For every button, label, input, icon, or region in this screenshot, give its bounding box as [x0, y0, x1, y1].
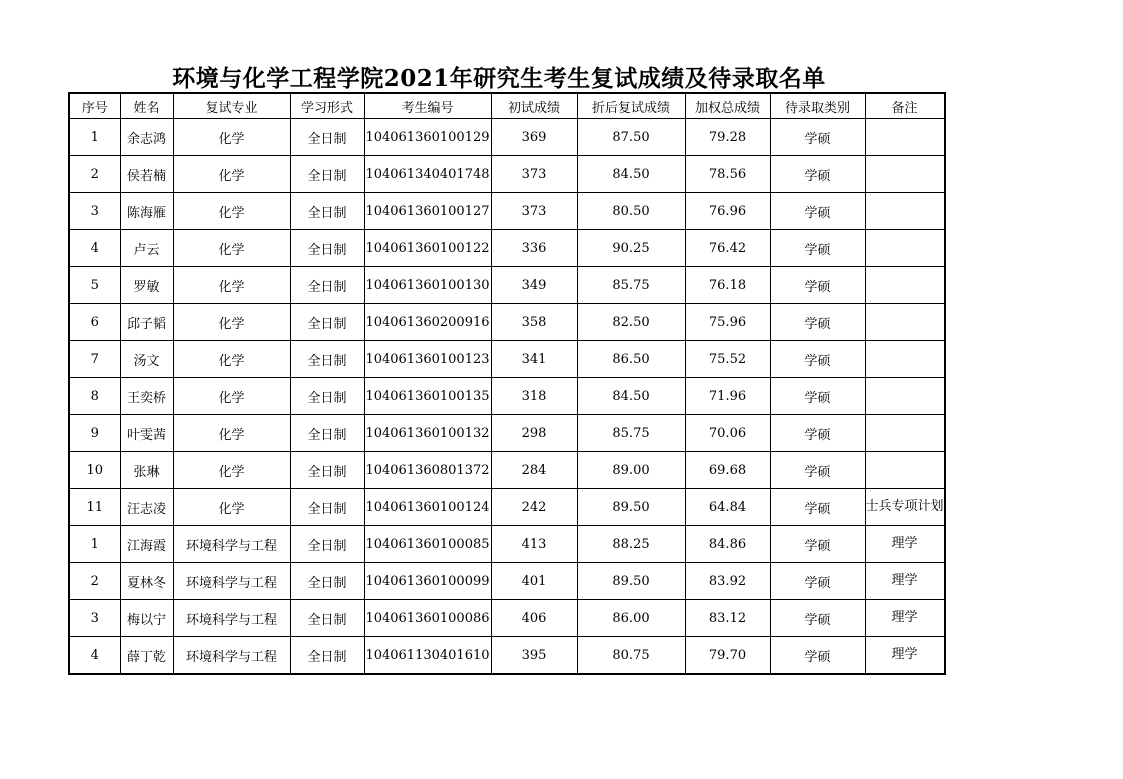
cell-candidate-id: 104061360200916 [364, 304, 491, 341]
cell-candidate-id: 104061360100099 [364, 563, 491, 600]
cell-name: 夏林冬 [120, 563, 173, 600]
cell-retest-score: 84.50 [577, 156, 685, 193]
cell-seq: 6 [69, 304, 120, 341]
cell-retest-score: 89.50 [577, 489, 685, 526]
table-row [69, 526, 945, 563]
cell-major: 化学 [173, 267, 290, 304]
cell-category: 学硕 [770, 489, 865, 526]
cell-category: 学硕 [770, 378, 865, 415]
cell-mode: 全日制 [290, 341, 364, 378]
cell-major: 化学 [173, 230, 290, 267]
cell-initial-score: 349 [491, 267, 577, 304]
header-initial-score: 初试成绩 [491, 93, 577, 119]
cell-note [865, 341, 945, 378]
cell-total-score: 71.96 [685, 378, 770, 415]
table-row [69, 563, 945, 600]
cell-seq: 2 [69, 156, 120, 193]
cell-category: 学硕 [770, 526, 865, 563]
table-row [69, 304, 945, 341]
cell-category: 学硕 [770, 193, 865, 230]
cell-seq: 2 [69, 563, 120, 600]
cell-category: 学硕 [770, 637, 865, 675]
cell-candidate-id: 104061360100129 [364, 119, 491, 156]
cell-mode: 全日制 [290, 193, 364, 230]
cell-name: 张琳 [120, 452, 173, 489]
cell-major: 化学 [173, 156, 290, 193]
cell-note: 理学 [865, 526, 945, 563]
cell-mode: 全日制 [290, 489, 364, 526]
cell-retest-score: 80.50 [577, 193, 685, 230]
cell-initial-score: 395 [491, 637, 577, 675]
cell-total-score: 76.42 [685, 230, 770, 267]
cell-category: 学硕 [770, 452, 865, 489]
cell-category: 学硕 [770, 563, 865, 600]
cell-mode: 全日制 [290, 600, 364, 637]
cell-candidate-id: 104061360100135 [364, 378, 491, 415]
table-row [69, 637, 945, 675]
cell-initial-score: 401 [491, 563, 577, 600]
cell-category: 学硕 [770, 230, 865, 267]
cell-retest-score: 84.50 [577, 378, 685, 415]
table-row [69, 119, 945, 156]
cell-category: 学硕 [770, 267, 865, 304]
cell-major: 化学 [173, 341, 290, 378]
cell-seq: 7 [69, 341, 120, 378]
cell-name: 薛丁乾 [120, 637, 173, 675]
cell-major: 环境科学与工程 [173, 600, 290, 637]
header-mode: 学习形式 [290, 93, 364, 119]
cell-category: 学硕 [770, 415, 865, 452]
cell-note [865, 267, 945, 304]
header-major: 复试专业 [173, 93, 290, 119]
cell-retest-score: 82.50 [577, 304, 685, 341]
cell-seq: 11 [69, 489, 120, 526]
cell-total-score: 83.92 [685, 563, 770, 600]
cell-note [865, 119, 945, 156]
cell-mode: 全日制 [290, 415, 364, 452]
table-row [69, 267, 945, 304]
cell-note: 士兵专项计划 [865, 489, 945, 526]
cell-note [865, 156, 945, 193]
cell-total-score: 75.52 [685, 341, 770, 378]
cell-candidate-id: 104061360801372 [364, 452, 491, 489]
cell-retest-score: 85.75 [577, 415, 685, 452]
cell-total-score: 79.28 [685, 119, 770, 156]
cell-note [865, 230, 945, 267]
cell-mode: 全日制 [290, 378, 364, 415]
cell-note [865, 193, 945, 230]
cell-total-score: 84.86 [685, 526, 770, 563]
cell-initial-score: 341 [491, 341, 577, 378]
cell-initial-score: 373 [491, 156, 577, 193]
table-row [69, 230, 945, 267]
cell-candidate-id: 104061340401748 [364, 156, 491, 193]
cell-candidate-id: 104061360100127 [364, 193, 491, 230]
header-row [69, 93, 945, 119]
cell-major: 环境科学与工程 [173, 637, 290, 675]
cell-seq: 8 [69, 378, 120, 415]
cell-candidate-id: 104061360100086 [364, 600, 491, 637]
cell-total-score: 78.56 [685, 156, 770, 193]
cell-mode: 全日制 [290, 156, 364, 193]
cell-major: 化学 [173, 452, 290, 489]
cell-major: 化学 [173, 415, 290, 452]
cell-total-score: 76.18 [685, 267, 770, 304]
cell-note: 理学 [865, 563, 945, 600]
header-seq: 序号 [69, 93, 120, 119]
cell-name: 陈海雁 [120, 193, 173, 230]
table-body [69, 119, 945, 675]
header-candidate-id: 考生编号 [364, 93, 491, 119]
cell-seq: 3 [69, 193, 120, 230]
cell-seq: 4 [69, 637, 120, 675]
cell-total-score: 83.12 [685, 600, 770, 637]
cell-mode: 全日制 [290, 304, 364, 341]
cell-initial-score: 358 [491, 304, 577, 341]
table-row [69, 193, 945, 230]
cell-name: 卢云 [120, 230, 173, 267]
cell-name: 王奕桥 [120, 378, 173, 415]
cell-candidate-id: 104061360100085 [364, 526, 491, 563]
table-row [69, 415, 945, 452]
header-category: 待录取类别 [770, 93, 865, 119]
cell-retest-score: 86.00 [577, 600, 685, 637]
header-name: 姓名 [120, 93, 173, 119]
cell-seq: 4 [69, 230, 120, 267]
cell-category: 学硕 [770, 341, 865, 378]
cell-name: 汪志凌 [120, 489, 173, 526]
cell-total-score: 64.84 [685, 489, 770, 526]
cell-name: 邱子韬 [120, 304, 173, 341]
cell-retest-score: 89.00 [577, 452, 685, 489]
cell-retest-score: 90.25 [577, 230, 685, 267]
cell-initial-score: 284 [491, 452, 577, 489]
cell-name: 江海霞 [120, 526, 173, 563]
cell-name: 余志鸿 [120, 119, 173, 156]
cell-major: 化学 [173, 304, 290, 341]
cell-major: 化学 [173, 489, 290, 526]
cell-category: 学硕 [770, 119, 865, 156]
cell-note: 理学 [865, 637, 945, 675]
cell-retest-score: 85.75 [577, 267, 685, 304]
results-table [68, 92, 946, 675]
cell-initial-score: 373 [491, 193, 577, 230]
cell-initial-score: 413 [491, 526, 577, 563]
table-row [69, 600, 945, 637]
cell-initial-score: 318 [491, 378, 577, 415]
cell-candidate-id: 104061360100132 [364, 415, 491, 452]
cell-mode: 全日制 [290, 267, 364, 304]
cell-initial-score: 369 [491, 119, 577, 156]
cell-initial-score: 298 [491, 415, 577, 452]
cell-total-score: 70.06 [685, 415, 770, 452]
cell-mode: 全日制 [290, 526, 364, 563]
table-row [69, 452, 945, 489]
cell-category: 学硕 [770, 600, 865, 637]
cell-category: 学硕 [770, 156, 865, 193]
cell-seq: 9 [69, 415, 120, 452]
cell-total-score: 79.70 [685, 637, 770, 675]
cell-candidate-id: 104061360100122 [364, 230, 491, 267]
cell-retest-score: 87.50 [577, 119, 685, 156]
header-note: 备注 [865, 93, 945, 119]
cell-mode: 全日制 [290, 119, 364, 156]
cell-total-score: 75.96 [685, 304, 770, 341]
cell-candidate-id: 104061130401610 [364, 637, 491, 675]
page-title: 环境与化学工程学院2021年研究生考生复试成绩及待录取名单 [172, 65, 826, 92]
cell-retest-score: 80.75 [577, 637, 685, 675]
cell-candidate-id: 104061360100124 [364, 489, 491, 526]
cell-initial-score: 406 [491, 600, 577, 637]
cell-retest-score: 88.25 [577, 526, 685, 563]
cell-seq: 5 [69, 267, 120, 304]
cell-note [865, 378, 945, 415]
cell-name: 罗敏 [120, 267, 173, 304]
cell-name: 汤文 [120, 341, 173, 378]
cell-note [865, 452, 945, 489]
cell-seq: 1 [69, 526, 120, 563]
cell-major: 环境科学与工程 [173, 526, 290, 563]
cell-major: 化学 [173, 119, 290, 156]
cell-name: 梅以宁 [120, 600, 173, 637]
cell-initial-score: 242 [491, 489, 577, 526]
table-row [69, 156, 945, 193]
cell-note: 理学 [865, 600, 945, 637]
table-row [69, 341, 945, 378]
cell-retest-score: 86.50 [577, 341, 685, 378]
table-row [69, 489, 945, 526]
cell-seq: 3 [69, 600, 120, 637]
cell-name: 侯若楠 [120, 156, 173, 193]
cell-major: 化学 [173, 193, 290, 230]
cell-category: 学硕 [770, 304, 865, 341]
cell-retest-score: 89.50 [577, 563, 685, 600]
cell-mode: 全日制 [290, 452, 364, 489]
cell-seq: 1 [69, 119, 120, 156]
cell-candidate-id: 104061360100123 [364, 341, 491, 378]
cell-seq: 10 [69, 452, 120, 489]
cell-total-score: 76.96 [685, 193, 770, 230]
cell-mode: 全日制 [290, 637, 364, 675]
cell-mode: 全日制 [290, 563, 364, 600]
cell-initial-score: 336 [491, 230, 577, 267]
table-row [69, 378, 945, 415]
cell-major: 环境科学与工程 [173, 563, 290, 600]
cell-total-score: 69.68 [685, 452, 770, 489]
cell-name: 叶雯茜 [120, 415, 173, 452]
cell-candidate-id: 104061360100130 [364, 267, 491, 304]
cell-note [865, 304, 945, 341]
cell-mode: 全日制 [290, 230, 364, 267]
cell-major: 化学 [173, 378, 290, 415]
header-retest-score: 折后复试成绩 [577, 93, 685, 119]
cell-note [865, 415, 945, 452]
header-total-score: 加权总成绩 [685, 93, 770, 119]
